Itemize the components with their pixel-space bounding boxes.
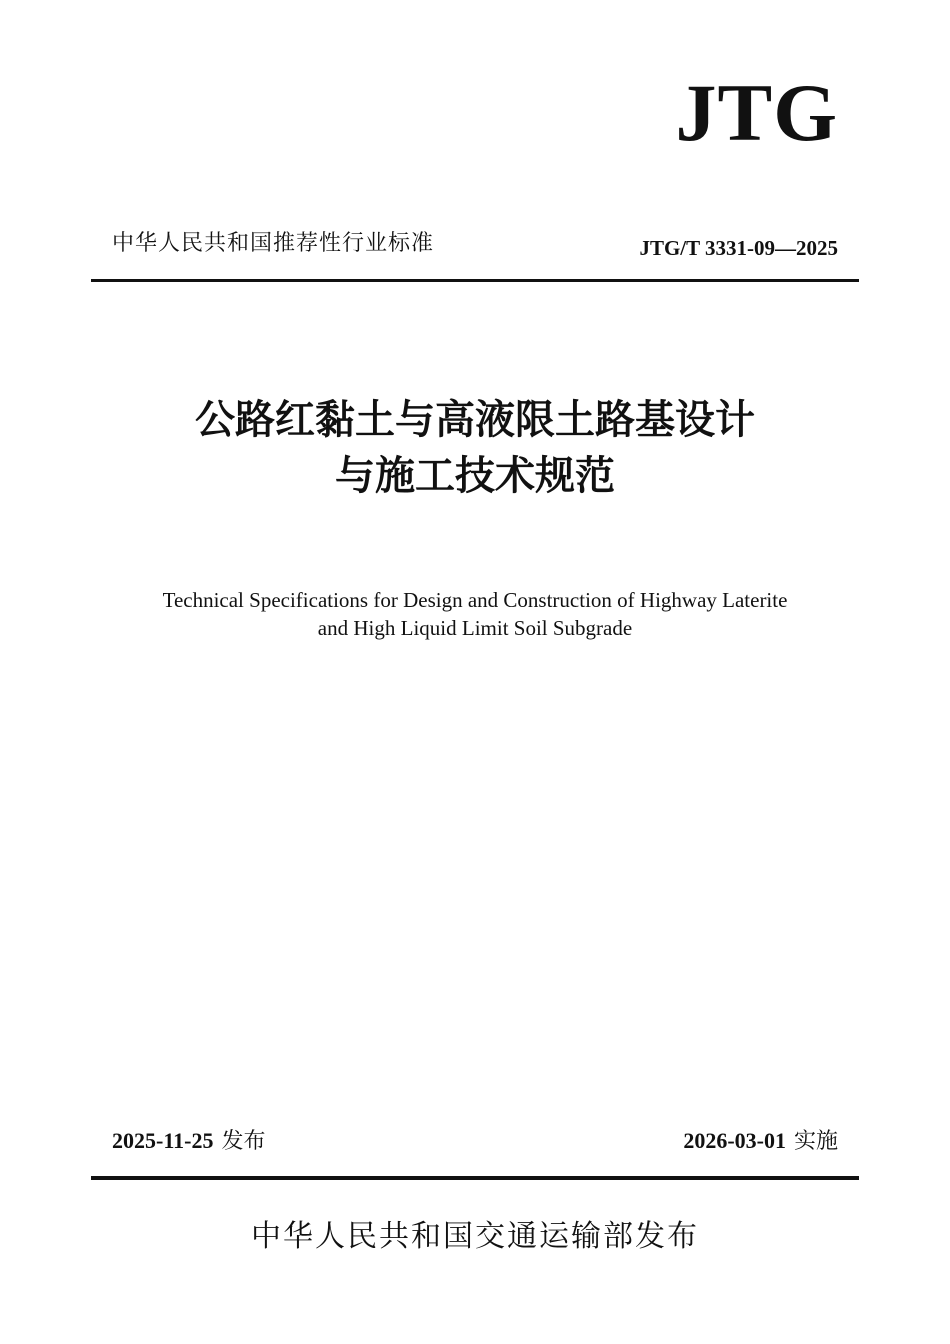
chinese-title-line-2: 与施工技术规范: [335, 453, 615, 499]
english-title-line-1: Technical Specifications for Design and Construction of Highway Laterite: [162, 588, 788, 612]
bottom-divider: [91, 1176, 859, 1180]
effective-date-block: [683, 1130, 838, 1153]
standard-type: 中华人民共和国推荐性行业标准: [112, 231, 435, 256]
jtg-logo: JTG: [675, 67, 838, 158]
chinese-title: [0, 392, 950, 504]
top-divider: [91, 279, 859, 282]
release-label: 发布: [221, 1129, 266, 1154]
effective-label: 实施: [793, 1129, 838, 1154]
release-date-block: [112, 1130, 265, 1153]
english-title: [0, 586, 950, 642]
publisher: 中华人民共和国交通运输部发布: [251, 1219, 699, 1254]
chinese-title-line-1: 公路红黏土与高液限土路基设计: [195, 397, 755, 443]
effective-date: 2026-03-01: [683, 1128, 786, 1153]
release-date: 2025-11-25: [112, 1128, 214, 1153]
standard-code: JTG/T 3331-09—2025: [639, 236, 838, 260]
english-title-line-2: and High Liquid Limit Soil Subgrade: [317, 616, 633, 640]
